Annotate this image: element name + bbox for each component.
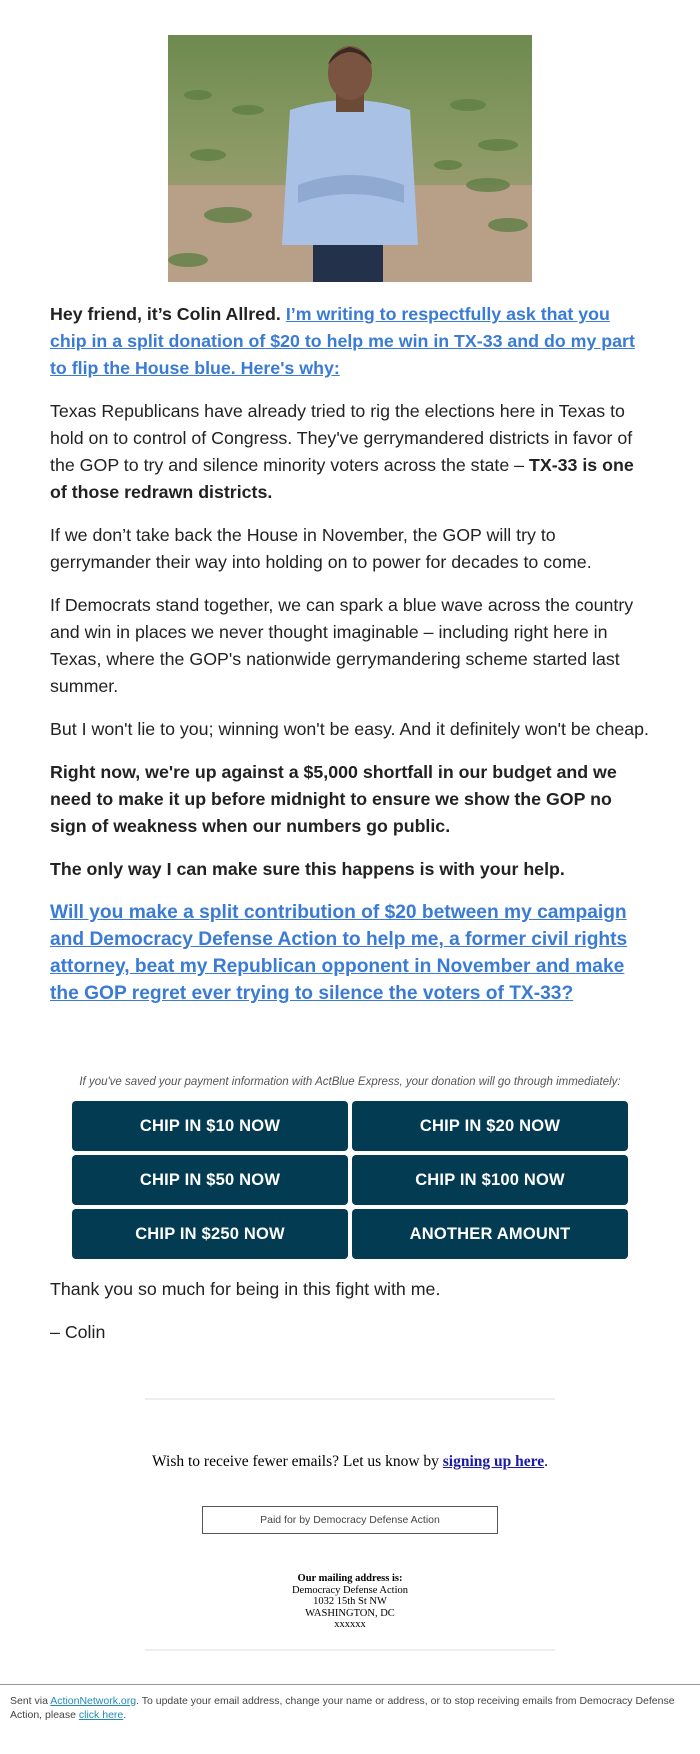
actionnetwork-link[interactable]: ActionNetwork.org (50, 1695, 137, 1707)
paragraph-2: If we don’t take back the House in November, the GOP will try to gerrymander their way into holding on to power for decades to come. (50, 525, 592, 572)
paragraph-5: Right now, we're up against a $5,000 shortfall in our budget and we need to make it up before midnight to ensure we show the GOP no sign of weakness when our numbers go public. (50, 762, 617, 836)
paragraph-6: The only way I can make sure this happens is with your help. (50, 859, 565, 879)
paragraph-3: If Democrats stand together, we can spark a blue wave across the country and win in places we never thought imaginable – including right here in Texas, where the GOP's nationwide gerrymandering scheme started last summer. (50, 595, 634, 696)
cta-link[interactable]: Will you make a split contribution of $20 between my campaign and Democracy Defense Action to help me, a former civil rights attorney, beat my Republican opponent in November and make the GOP regret ever trying to silence the voters of TX-33? (50, 902, 628, 1004)
cta-paragraph (50, 899, 650, 1007)
paragraph-1: Texas Republicans have already tried to rig the elections here in Texas to hold on to control of Congress. They've gerrymandered districts in favor of the GOP to try and silence minority voters across the state – TX-33 is one of those redrawn districts. (50, 401, 634, 502)
footer-text: Sent via ActionNetwork.org. To update your email address, change your name or address, or to stop receiving emails from Democracy Defense Action, please click here. (10, 1695, 675, 1721)
mailing-address: Our mailing address is: Democracy Defense Action 1032 15th St NW WASHINGTON, DC xxxxxx (291, 1573, 409, 1630)
hero-photo (168, 35, 532, 282)
thanks-text: Thank you so much for being in this fight with me. (50, 1279, 441, 1299)
intro-paragraph (50, 301, 650, 382)
greeting: Hey friend, it’s Colin Allred. (50, 304, 286, 324)
paragraph-4: But I won't lie to you; winning won't be easy. And it definitely won't be cheap. (50, 719, 649, 739)
divider (145, 1398, 555, 1400)
another-amount-button[interactable]: ANOTHER AMOUNT (352, 1209, 628, 1259)
chip-in-100-button[interactable]: CHIP IN $100 NOW (352, 1155, 628, 1205)
express-note: If you've saved your payment information with ActBlue Express, your donation will go through immediately: (79, 1076, 621, 1088)
footer-divider (0, 1684, 700, 1685)
signoff: – Colin (50, 1322, 106, 1342)
intro-link[interactable]: I’m writing to respectfully ask that you chip in a split donation of $20 to help me win in TX-33 and do my part to flip the House blue. Here's why: (50, 304, 635, 378)
chip-in-50-button[interactable]: CHIP IN $50 NOW (72, 1155, 348, 1205)
unsubscribe-link[interactable]: click here (78, 1709, 124, 1721)
paid-for-box: Paid for by Democracy Defense Action (202, 1506, 498, 1534)
divider-bottom (145, 1649, 555, 1651)
signing-up-link[interactable]: signing up here (442, 1453, 545, 1470)
chip-in-250-button[interactable]: CHIP IN $250 NOW (72, 1209, 348, 1259)
chip-in-10-button[interactable]: CHIP IN $10 NOW (72, 1101, 348, 1151)
email-body (50, 301, 650, 1023)
fewer-emails-text: Wish to receive fewer emails? Let us know by signing up here. (152, 1453, 548, 1470)
chip-in-20-button[interactable]: CHIP IN $20 NOW (352, 1101, 628, 1151)
